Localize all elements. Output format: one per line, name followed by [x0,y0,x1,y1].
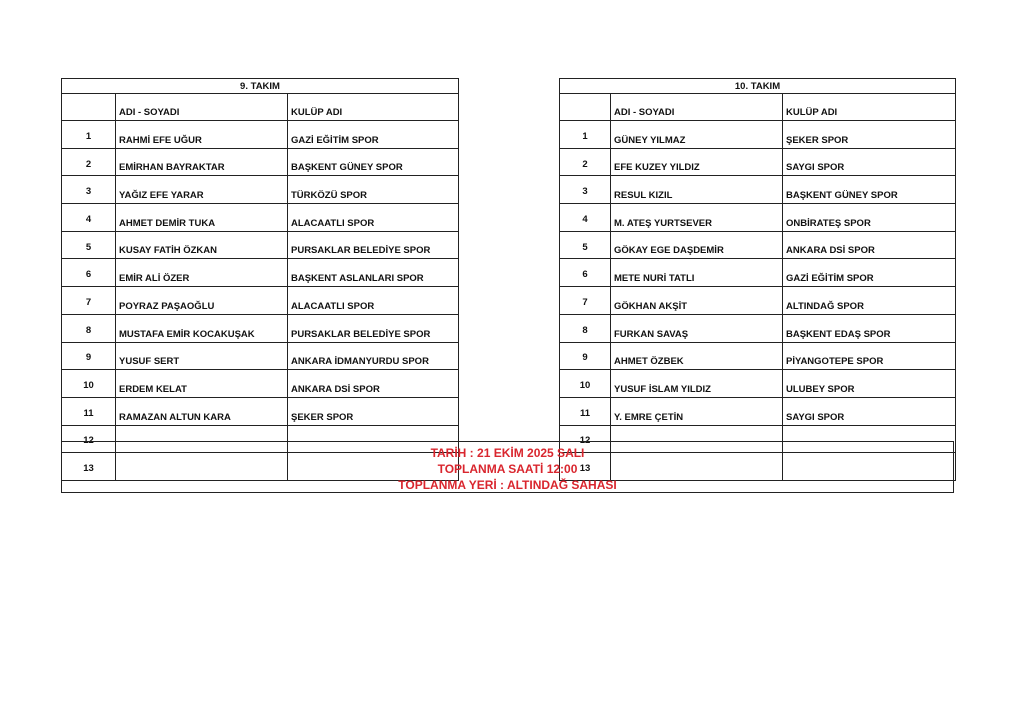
player-name: MUSTAFA EMİR KOCAKUŞAK [116,314,288,342]
team-10-title: 10. TAKIM [560,79,956,94]
club-name: BAŞKENT GÜNEY SPOR [288,148,459,176]
table-row [62,204,459,232]
player-name: YUSUF SERT [116,342,288,370]
player-name: AHMET DEMİR TUKA [116,204,288,232]
table-title-row [62,79,459,94]
table-row [560,204,956,232]
table-header-row [560,94,956,121]
club-name: ONBİRATEŞ SPOR [783,204,956,232]
row-number: 3 [62,176,116,204]
player-name: GÖKAY EGE DAŞDEMİR [611,231,783,259]
row-number: 1 [62,121,116,149]
row-number: 12 [560,425,611,453]
club-name: SAYGI SPOR [783,397,956,425]
row-number: 4 [62,204,116,232]
club-name: BAŞKENT EDAŞ SPOR [783,314,956,342]
meeting-time: TOPLANMA SAATİ 12:00 [437,462,578,476]
club-name: PİYANGOTEPE SPOR [783,342,956,370]
club-name: ANKARA DSİ SPOR [783,231,956,259]
row-number: 5 [62,231,116,259]
table-row [560,397,956,425]
club-header: KULÜP ADI [783,94,956,121]
number-header [62,94,116,121]
row-number: 5 [560,231,611,259]
row-number: 8 [62,314,116,342]
table-row [62,148,459,176]
meeting-place: TOPLANMA YERİ : ALTINDAĞ SAHASI [398,478,617,492]
player-name: Y. EMRE ÇETİN [611,397,783,425]
table-row [62,314,459,342]
row-number: 11 [560,397,611,425]
club-name: ANKARA İDMANYURDU SPOR [288,342,459,370]
club-name: ALACAATLI SPOR [288,287,459,315]
club-name: GAZİ EĞİTİM SPOR [783,259,956,287]
table-row [560,370,956,398]
row-number: 4 [560,204,611,232]
player-name: GÜNEY YILMAZ [611,121,783,149]
row-number: 13 [560,453,611,481]
name-header: ADI - SOYADI [611,94,783,121]
row-number: 13 [62,453,116,481]
table-row [62,370,459,398]
table-header-row [62,94,459,121]
player-name: EMİR ALİ ÖZER [116,259,288,287]
player-name: YUSUF İSLAM YILDIZ [611,370,783,398]
team-9-table [61,78,459,481]
meeting-info-box [61,441,954,493]
row-number: 2 [62,148,116,176]
row-number: 12 [62,425,116,453]
table-row [560,148,956,176]
player-name: RAMAZAN ALTUN KARA [116,397,288,425]
row-number: 7 [560,287,611,315]
club-name: ALACAATLI SPOR [288,204,459,232]
club-header: KULÜP ADI [288,94,459,121]
table-row [62,176,459,204]
player-name: RESUL KIZIL [611,176,783,204]
player-name: RAHMİ EFE UĞUR [116,121,288,149]
table-row [560,259,956,287]
table-row [560,287,956,315]
row-number: 6 [62,259,116,287]
row-number: 10 [62,370,116,398]
club-name: ŞEKER SPOR [288,397,459,425]
club-name: ALTINDAĞ SPOR [783,287,956,315]
player-name: EMİRHAN BAYRAKTAR [116,148,288,176]
player-name: EFE KUZEY YILDIZ [611,148,783,176]
row-number: 2 [560,148,611,176]
player-name: POYRAZ PAŞAOĞLU [116,287,288,315]
row-number: 9 [62,342,116,370]
player-name: AHMET ÖZBEK [611,342,783,370]
table-title-row [560,79,956,94]
row-number: 8 [560,314,611,342]
row-number: 3 [560,176,611,204]
player-name: FURKAN SAVAŞ [611,314,783,342]
club-name: TÜRKÖZÜ SPOR [288,176,459,204]
table-row [62,397,459,425]
table-row [62,231,459,259]
player-name: METE NURİ TATLI [611,259,783,287]
table-row [560,176,956,204]
club-name: ULUBEY SPOR [783,370,956,398]
row-number: 9 [560,342,611,370]
club-name: PURSAKLAR BELEDİYE SPOR [288,314,459,342]
table-row [560,342,956,370]
club-name: GAZİ EĞİTİM SPOR [288,121,459,149]
row-number: 7 [62,287,116,315]
player-name: GÖKHAN AKŞİT [611,287,783,315]
row-number: 11 [62,397,116,425]
name-header: ADI - SOYADI [116,94,288,121]
club-name: BAŞKENT GÜNEY SPOR [783,176,956,204]
club-name: ŞEKER SPOR [783,121,956,149]
row-number: 6 [560,259,611,287]
table-row [62,342,459,370]
player-name: ERDEM KELAT [116,370,288,398]
team-10-table [559,78,956,481]
table-row [560,121,956,149]
table-row [62,259,459,287]
row-number: 10 [560,370,611,398]
meeting-date: TARİH : 21 EKİM 2025 SALI [430,446,585,460]
club-name: PURSAKLAR BELEDİYE SPOR [288,231,459,259]
table-row [62,287,459,315]
table-row [560,314,956,342]
club-name: BAŞKENT ASLANLARI SPOR [288,259,459,287]
number-header [560,94,611,121]
team-9-title: 9. TAKIM [62,79,459,94]
player-name: KUSAY FATİH ÖZKAN [116,231,288,259]
team-10-rows [560,121,956,481]
player-name: M. ATEŞ YURTSEVER [611,204,783,232]
row-number: 1 [560,121,611,149]
player-name: YAĞIZ EFE YARAR [116,176,288,204]
table-row [560,231,956,259]
club-name: ANKARA DSİ SPOR [288,370,459,398]
table-row [62,121,459,149]
club-name: SAYGI SPOR [783,148,956,176]
team-9-rows [62,121,459,481]
